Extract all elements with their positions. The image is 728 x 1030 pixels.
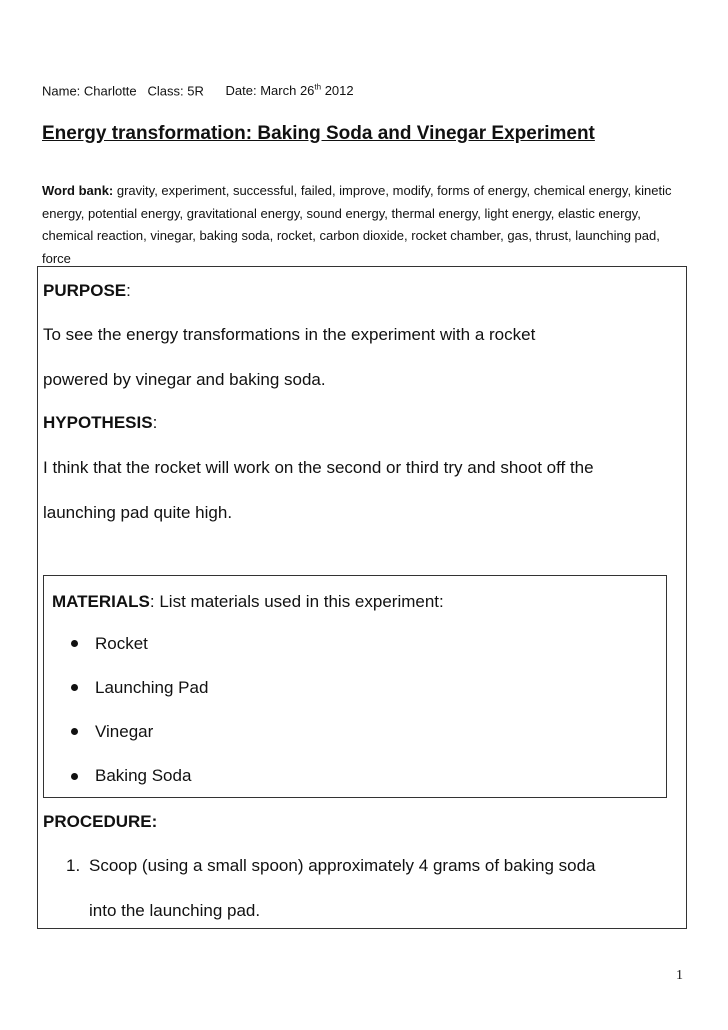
materials-instruction: : List materials used in this experiment: (149, 592, 444, 611)
date-year: 2012 (321, 83, 354, 99)
date-superscript: th (314, 83, 322, 92)
materials-heading-line (52, 592, 444, 612)
document-title: Energy transformation: Baking Soda and Vinegar Experiment (42, 123, 595, 144)
material-item-3: Vinegar (95, 722, 154, 741)
student-class: Class: 5R (147, 83, 204, 99)
procedure-step-line-1: Scoop (using a small spoon) approximately 4 grams of baking soda (89, 856, 596, 875)
materials-heading: MATERIALS (52, 592, 150, 611)
bullet-icon (71, 728, 78, 735)
bullet-icon (71, 684, 78, 691)
procedure-step-number: 1. (66, 856, 81, 875)
student-info-line (42, 83, 354, 98)
purpose-heading-line (43, 281, 131, 301)
purpose-line-1: To see the energy transformations in the experiment with a rocket (43, 325, 536, 344)
material-item-2: Launching Pad (95, 678, 209, 697)
word-bank-text: gravity, experiment, successful, failed, improve, modify, forms of energy, chemical energy, kinetic energy, potential energy, gravitational energy, sound energy, thermal energy, light energy, elastic energy, chemical reaction, vinegar, baking soda, rocket, carbon dioxide, rocket chamber, gas, thrust, launching pad, force (42, 183, 672, 266)
word-bank (42, 180, 687, 270)
purpose-colon: : (126, 281, 131, 300)
material-item-1: Rocket (95, 634, 148, 653)
material-item-4: Baking Soda (95, 766, 192, 785)
purpose-heading: PURPOSE (43, 281, 127, 300)
document-date (226, 83, 354, 98)
page-number: 1 (676, 968, 683, 983)
hypothesis-line-2: launching pad quite high. (43, 503, 233, 522)
hypothesis-colon: : (152, 413, 158, 432)
hypothesis-line-1: I think that the rocket will work on the second or third try and shoot off the (43, 458, 594, 477)
procedure-heading: PROCEDURE: (43, 812, 158, 831)
bullet-icon (71, 640, 78, 647)
hypothesis-heading-line (43, 413, 157, 433)
date-text: Date: March 26 (225, 83, 315, 99)
bullet-icon (71, 773, 78, 780)
purpose-line-2: powered by vinegar and baking soda. (43, 370, 326, 389)
student-name: Name: Charlotte (42, 83, 137, 99)
hypothesis-heading: HYPOTHESIS (43, 413, 153, 432)
procedure-step-line-2: into the launching pad. (89, 901, 261, 920)
word-bank-label: Word bank: (42, 183, 114, 198)
